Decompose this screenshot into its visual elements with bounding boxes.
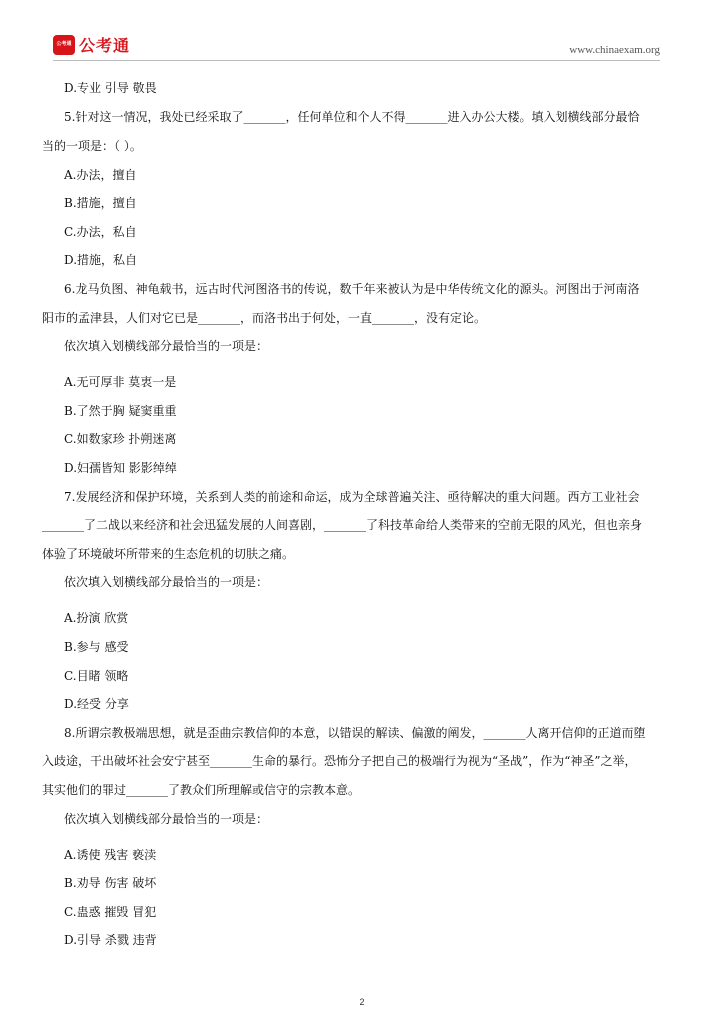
question-8-stem-cont-2: 其实他们的罪过_______了教众们所理解或信守的宗教本意。 bbox=[42, 783, 361, 797]
question-5-option-c: C.办法，私自 bbox=[64, 225, 137, 239]
question-8-option-b: B.劝导 伤害 破坏 bbox=[64, 876, 157, 890]
logo-text: 公考通 bbox=[79, 36, 131, 55]
question-8-instruction: 依次填入划横线部分最恰当的一项是： bbox=[64, 812, 269, 826]
logo-badge-icon: 公考通 bbox=[53, 35, 75, 55]
question-7-option-d: D.经受 分享 bbox=[64, 697, 129, 711]
question-5-option-a: A.办法，擅自 bbox=[64, 168, 137, 182]
logo[interactable] bbox=[53, 33, 130, 56]
question-8-stem-cont: 入歧途，干出破坏社会安宁甚至_______生命的暴行。恐怖分子把自己的极端行为视为“圣战”，作为“神圣”之举， bbox=[42, 754, 637, 768]
question-6-option-a: A.无可厚非 莫衷一是 bbox=[64, 375, 177, 389]
question-6-option-b: B.了然于胸 疑窦重重 bbox=[64, 404, 177, 418]
question-5-stem: 5.针对这一情况，我处已经采取了_______，任何单位和个人不得_______进入办公大楼。填入划横线部分最恰 bbox=[64, 110, 640, 124]
question-6-instruction: 依次填入划横线部分最恰当的一项是： bbox=[64, 339, 269, 353]
question-7-option-c: C.目睹 领略 bbox=[64, 669, 129, 683]
question-7-stem-cont-2: 体验了环境破坏所带来的生态危机的切肤之痛。 bbox=[42, 547, 295, 561]
question-6-stem: 6.龙马负图、神龟载书，远古时代河图洛书的传说，数千年来被认为是中华传统文化的源头。河图出于河南洛 bbox=[64, 282, 640, 296]
question-6-option-d: D.妇孺皆知 影影绰绰 bbox=[64, 461, 177, 475]
question-4-option-d: D.专业 引导 敬畏 bbox=[64, 81, 157, 95]
question-7-option-a: A.扮演 欣赏 bbox=[64, 611, 129, 625]
question-5-option-b: B.措施，擅自 bbox=[64, 196, 137, 210]
header-divider bbox=[53, 60, 660, 61]
question-7-instruction: 依次填入划横线部分最恰当的一项是： bbox=[64, 575, 269, 589]
question-8-option-a: A.诱使 残害 亵渎 bbox=[64, 848, 157, 862]
question-8-option-c: C.蛊惑 摧毁 冒犯 bbox=[64, 905, 157, 919]
question-5-stem-cont: 当的一项是：（ ）。 bbox=[42, 139, 142, 153]
question-8-stem: 8.所谓宗教极端思想，就是歪曲宗教信仰的本意，以错误的解读、偏激的阐发，_______人离开信仰的正道而堕 bbox=[64, 726, 646, 740]
question-7-option-b: B.参与 感受 bbox=[64, 640, 129, 654]
question-8-option-d: D.引导 杀戮 违背 bbox=[64, 933, 157, 947]
question-5-option-d: D.措施，私自 bbox=[64, 253, 138, 267]
question-6-stem-cont: 阳市的孟津县，人们对它已是_______，而洛书出于何处，一直_______，没有定论。 bbox=[42, 311, 487, 325]
page-header bbox=[0, 0, 724, 62]
question-7-stem-cont: _______了二战以来经济和社会迅猛发展的人间喜剧，_______了科技革命给人类带来的空前无限的风光，但也亲身 bbox=[42, 518, 643, 532]
question-7-stem: 7.发展经济和保护环境，关系到人类的前途和命运，成为全球普遍关注、亟待解决的重大问题。西方工业社会 bbox=[64, 490, 640, 504]
page-number: 2 bbox=[359, 997, 365, 1007]
question-6-option-c: C.如数家珍 扑朔迷离 bbox=[64, 432, 177, 446]
site-url: www.chinaexam.org bbox=[569, 44, 660, 56]
